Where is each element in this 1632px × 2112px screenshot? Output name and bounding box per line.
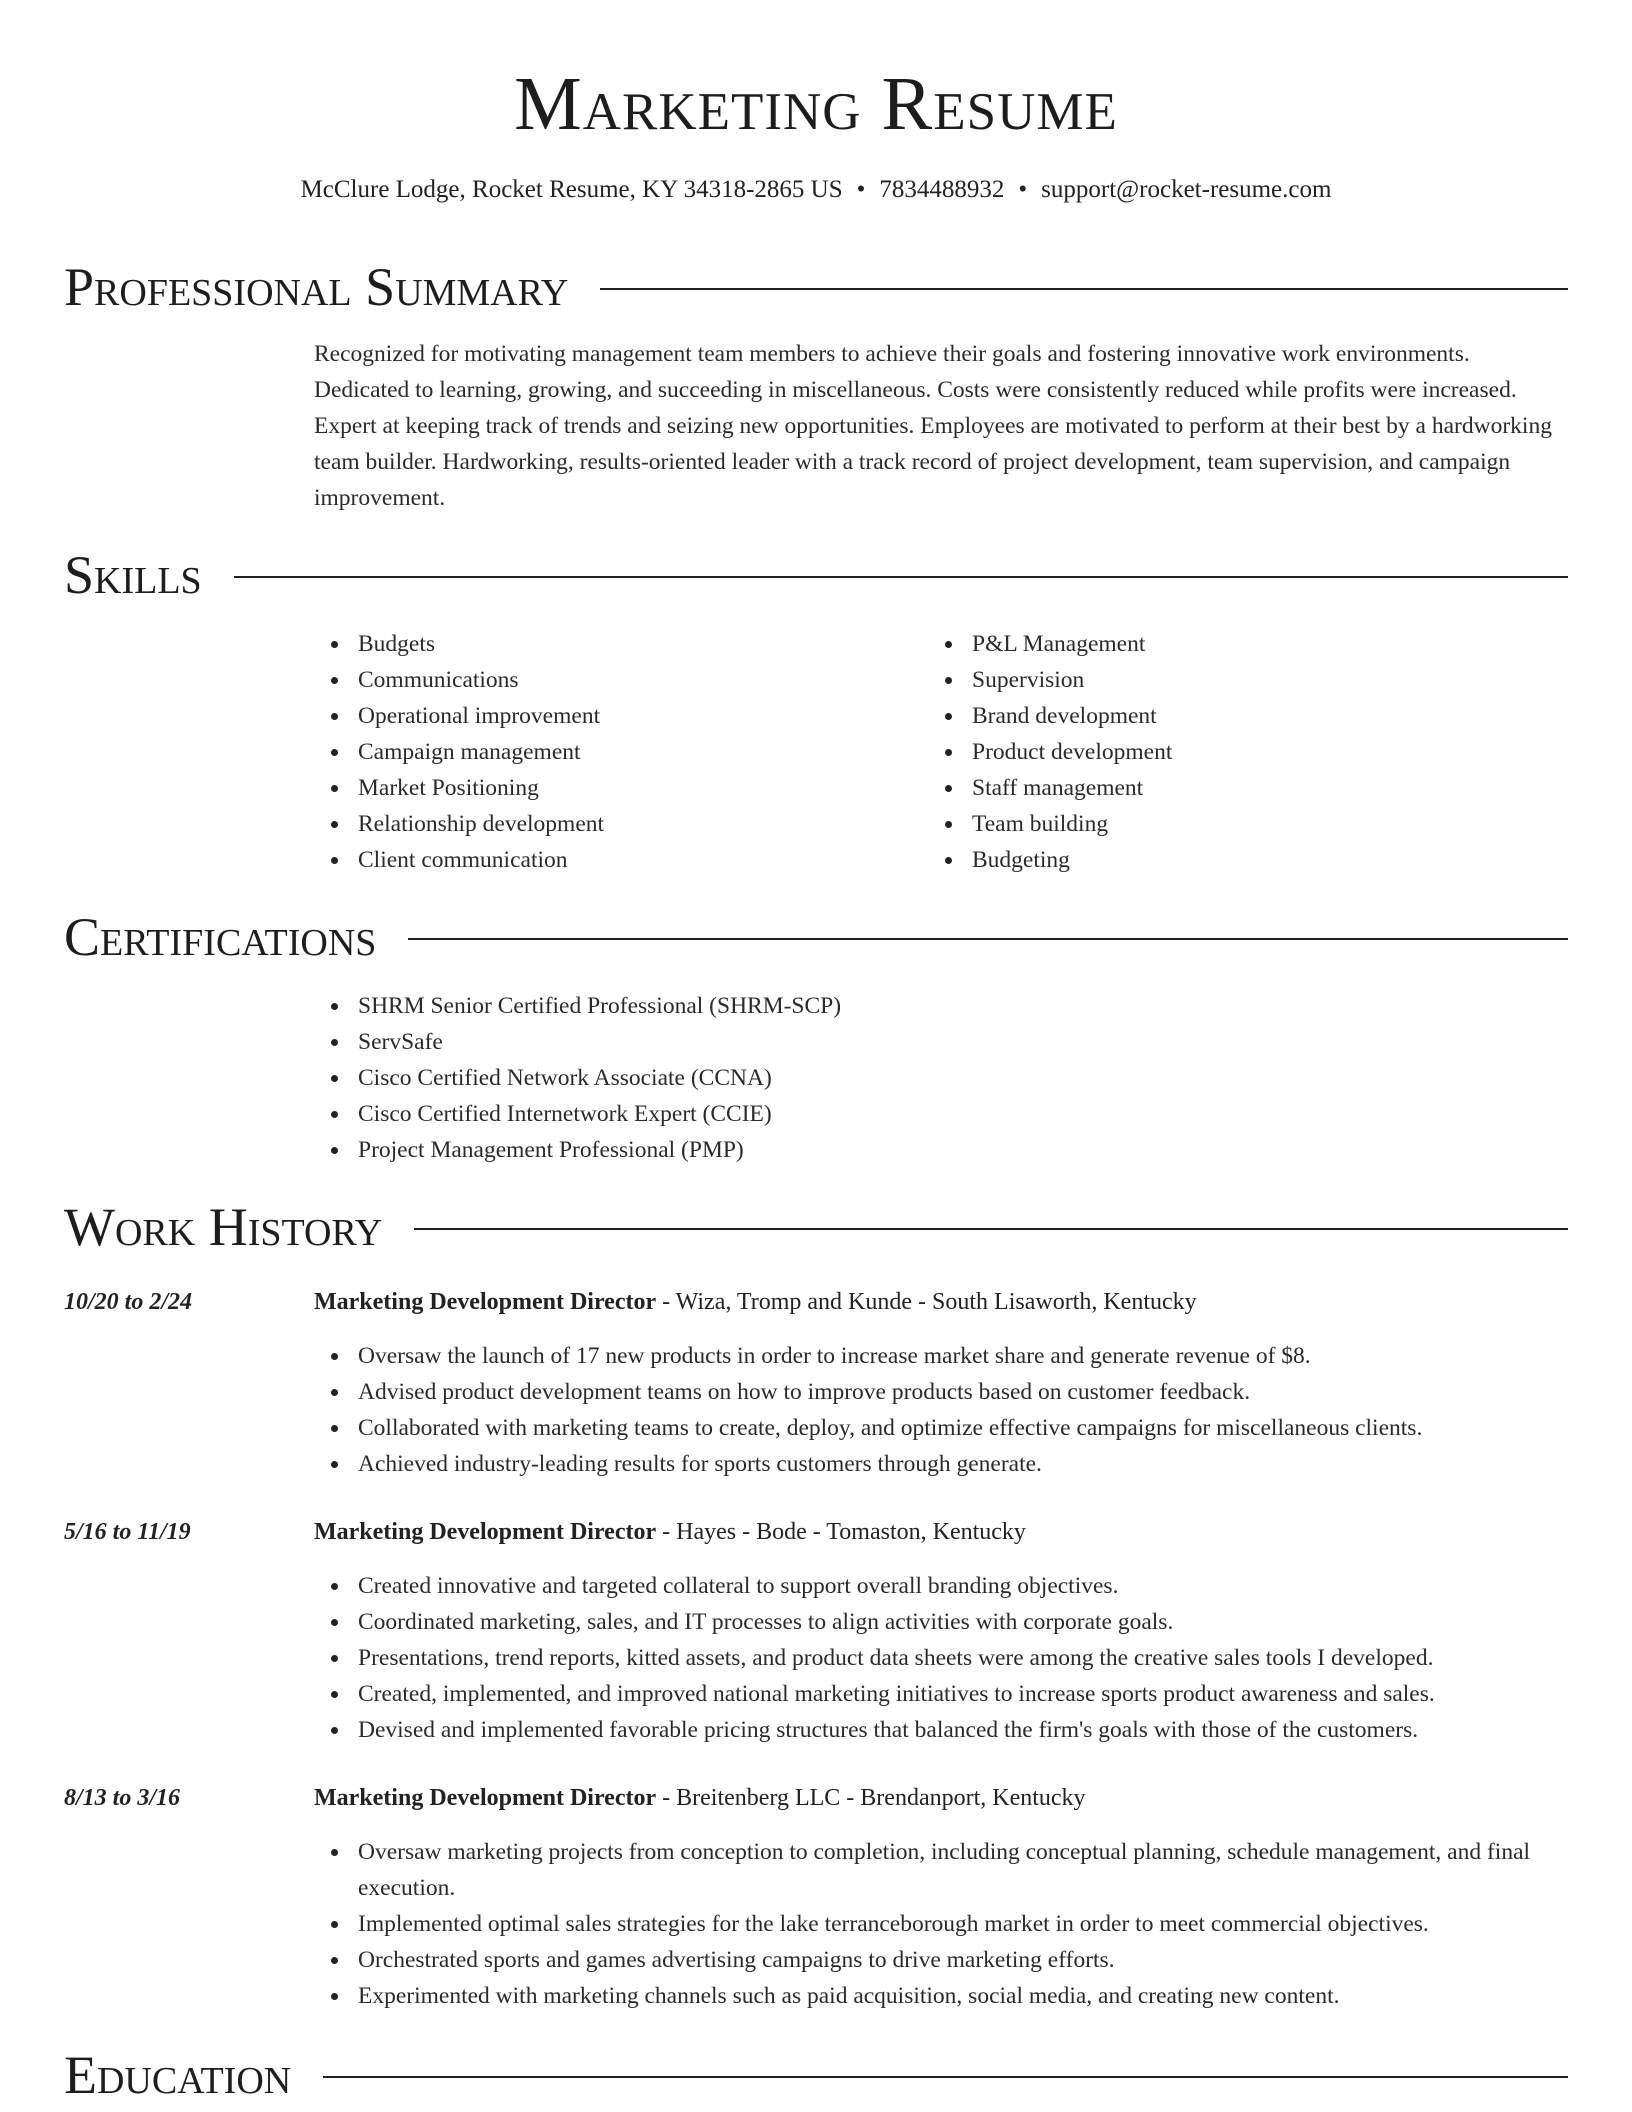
- job-bullet: Oversaw marketing projects from conception to completion, including conceptual planning, schedule management, and final execution.: [314, 1834, 1568, 1906]
- job-bullets: [314, 1338, 1568, 1482]
- certification-item: Project Management Professional (PMP): [314, 1132, 1568, 1168]
- skill-item: Staff management: [928, 770, 1488, 806]
- certification-item: Cisco Certified Network Associate (CCNA): [314, 1060, 1568, 1096]
- section-divider: [600, 288, 1568, 290]
- section-title-certifications: Certifications: [64, 907, 377, 967]
- certification-item: ServSafe: [314, 1024, 1568, 1060]
- job-bullet: Experimented with marketing channels such as paid acquisition, social media, and creating new content.: [314, 1978, 1568, 2014]
- job-bullet: Devised and implemented favorable pricing structures that balanced the firm's goals with those of the customers.: [314, 1712, 1568, 1748]
- job-bullet: Orchestrated sports and games advertising campaigns to drive marketing efforts.: [314, 1942, 1568, 1978]
- job-dates: 10/20 to 2/24: [64, 1289, 193, 1315]
- contact-address: McClure Lodge, Rocket Resume, KY 34318-2865 US: [300, 176, 843, 203]
- section-divider: [323, 2076, 1568, 2078]
- skill-item: Brand development: [928, 698, 1488, 734]
- skills-column-left: [314, 626, 874, 878]
- section-header-skills: [64, 540, 1568, 610]
- job-bullet: Implemented optimal sales strategies for the lake terranceborough market in order to meet commercial objectives.: [314, 1906, 1568, 1942]
- section-header-work-history: [64, 1192, 1568, 1262]
- section-divider: [408, 938, 1568, 940]
- job-bullets: [314, 1568, 1568, 1748]
- job-dates: 8/13 to 3/16: [64, 1785, 181, 1811]
- contact-separator: •: [856, 176, 866, 203]
- resume-name: Marketing Resume: [514, 62, 1118, 146]
- job-bullet: Presentations, trend reports, kitted assets, and product data sheets were among the creative sales tools I developed.: [314, 1640, 1568, 1676]
- certification-item: SHRM Senior Certified Professional (SHRM-SCP): [314, 988, 1568, 1024]
- skill-item: Market Positioning: [314, 770, 874, 806]
- skill-item: Product development: [928, 734, 1488, 770]
- job-bullet: Collaborated with marketing teams to create, deploy, and optimize effective campaigns for miscellaneous clients.: [314, 1410, 1568, 1446]
- skill-item: Operational improvement: [314, 698, 874, 734]
- job-bullet: Achieved industry-leading results for sports customers through generate.: [314, 1446, 1568, 1482]
- skill-item: P&L Management: [928, 626, 1488, 662]
- job-heading: [314, 1514, 1568, 1550]
- skill-item: Relationship development: [314, 806, 874, 842]
- section-header-education: [64, 2040, 1568, 2110]
- job-heading: [314, 1780, 1568, 1816]
- skill-item: Communications: [314, 662, 874, 698]
- job-title: Marketing Development Director: [314, 1289, 657, 1315]
- job-employer-location: - Hayes - Bode - Tomaston, Kentucky: [656, 1519, 1026, 1545]
- skill-item: Budgeting: [928, 842, 1488, 878]
- skill-item: Supervision: [928, 662, 1488, 698]
- contact-separator: •: [1018, 176, 1028, 203]
- skill-item: Team building: [928, 806, 1488, 842]
- section-divider: [414, 1228, 1568, 1230]
- job-bullet: Advised product development teams on how to improve products based on customer feedback.: [314, 1374, 1568, 1410]
- summary-text: Recognized for motivating management team members to achieve their goals and fostering innovative work environments. Dedicated to learning, growing, and succeeding in miscellaneous. Costs were consistently reduced while profits were increased. Expert at keeping track of trends and seizing new opportunities. Employees are motivated to perform at their best by a hardworking team builder. Hardworking, results-oriented leader with a track record of project development, team supervision, and campaign improvement.: [314, 341, 1552, 511]
- job-title: Marketing Development Director: [314, 1519, 657, 1545]
- section-title-work-history: Work History: [64, 1197, 383, 1257]
- job-title: Marketing Development Director: [314, 1785, 657, 1811]
- section-header-certifications: [64, 902, 1568, 972]
- job-bullet: Coordinated marketing, sales, and IT processes to align activities with corporate goals.: [314, 1604, 1568, 1640]
- certification-item: Cisco Certified Internetwork Expert (CCIE): [314, 1096, 1568, 1132]
- job-employer-location: - Breitenberg LLC - Brendanport, Kentucky: [656, 1785, 1086, 1811]
- skill-item: Budgets: [314, 626, 874, 662]
- job-bullet: Created, implemented, and improved national marketing initiatives to increase sports product awareness and sales.: [314, 1676, 1568, 1712]
- section-divider: [234, 576, 1568, 578]
- section-title-summary: Professional Summary: [64, 257, 569, 317]
- contact-email: support@rocket-resume.com: [1041, 176, 1332, 203]
- section-title-skills: Skills: [64, 545, 202, 605]
- job-employer-location: - Wiza, Tromp and Kunde - South Lisaworth, Kentucky: [656, 1289, 1197, 1315]
- skills-column-right: [928, 626, 1488, 878]
- job-heading: [314, 1284, 1568, 1320]
- job-bullets: [314, 1834, 1568, 2014]
- job-bullet: Created innovative and targeted collateral to support overall branding objectives.: [314, 1568, 1568, 1604]
- skill-item: Client communication: [314, 842, 874, 878]
- skill-item: Campaign management: [314, 734, 874, 770]
- job-bullet: Oversaw the launch of 17 new products in order to increase market share and generate revenue of $8.: [314, 1338, 1568, 1374]
- certifications-list: [314, 988, 1568, 1168]
- job-dates: 5/16 to 11/19: [64, 1519, 191, 1545]
- section-header-summary: [64, 252, 1568, 322]
- section-title-education: Education: [64, 2045, 292, 2105]
- contact-phone: 7834488932: [879, 176, 1005, 203]
- contact-line: [0, 172, 1632, 208]
